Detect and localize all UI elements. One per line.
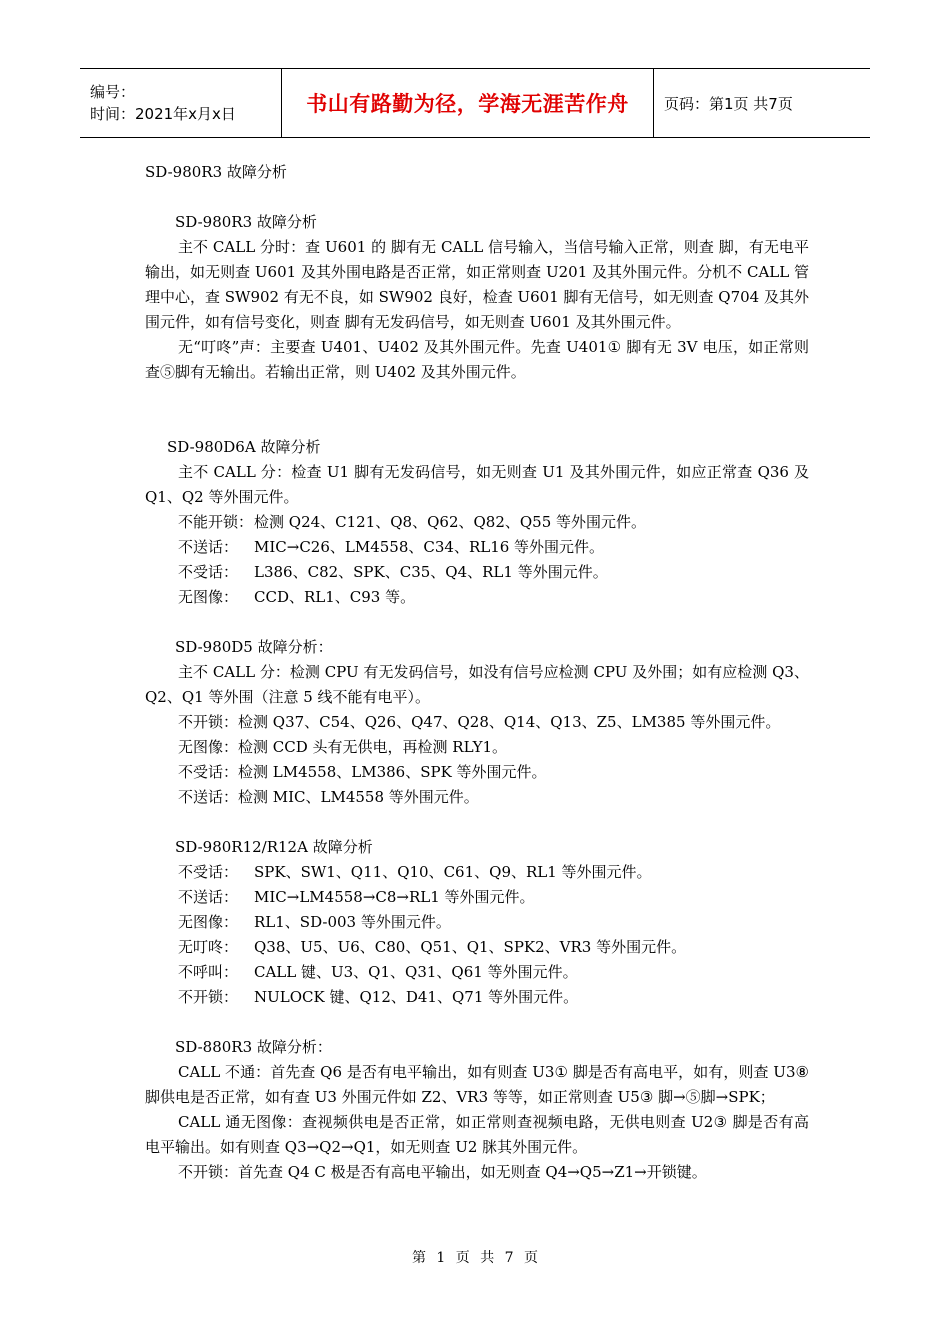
document-title: SD-980R3 故障分析 bbox=[145, 163, 287, 181]
list-item: 无图像：检测 CCD 头有无供电，再检测 RLY1。 bbox=[178, 738, 508, 756]
paragraph: 主不 CALL 分：检测 CPU 有无发码信号，如没有信号应检测 CPU 及外围；如有应检测 Q3、Q2、Q1 等外围（注意 5 线不能有电平）。 bbox=[145, 663, 809, 706]
paragraph: CALL 通无图像：查视频供电是否正常，如正常则查视频电路，无供电则查 U2③ 脚是否有高电平输出。如有则查 Q3→Q2→Q1，如无则查 U2 脒其外围元件。 bbox=[145, 1113, 809, 1156]
list-item bbox=[145, 885, 809, 910]
list-item bbox=[145, 510, 809, 535]
motto: 书山有路勤为径，学海无涯苦作舟 bbox=[306, 92, 629, 116]
section-title: SD-980D5 故障分析： bbox=[175, 638, 333, 656]
item-text: L386、C82、SPK、C35、Q4、RL1 等外围元件。 bbox=[254, 563, 608, 581]
item-label: 无叮咚： bbox=[178, 938, 239, 956]
section-sd980r12 bbox=[145, 835, 809, 1010]
list-item bbox=[145, 860, 809, 885]
item-text: MIC→LM4558→C8→RL1 等外围元件。 bbox=[254, 888, 535, 906]
list-item: 不受话：检测 LM4558、LM386、SPK 等外围元件。 bbox=[178, 763, 547, 781]
list-item bbox=[145, 935, 809, 960]
list-item bbox=[145, 985, 809, 1010]
item-label: 无图像： bbox=[178, 913, 239, 931]
paragraph: 主不 CALL 分时：查 U601 的 脚有无 CALL 信号输入，当信号输入正常，则查 脚，有无电平输出，如无则查 U601 及其外围电路是否正常，如正常则查 U201 及其外围元件。分机不 CALL 管理中心，查 SW902 有无不良，如 SW902 良好，检查 U601 脚有无信号，如无则查 Q704 及其外围元件，如有信号变化，则查 脚有无发码信号，如无则查 U601 及其外围元件。 bbox=[145, 238, 809, 331]
item-label: 不受话： bbox=[178, 563, 239, 581]
item-label: 无图像： bbox=[178, 588, 239, 606]
item-text: Q38、U5、U6、C80、Q51、Q1、SPK2、VR3 等外围元件。 bbox=[254, 938, 687, 956]
item-label: 不开锁： bbox=[178, 988, 239, 1006]
document-body bbox=[145, 160, 809, 1210]
section-title: SD-980R12/R12A 故障分析 bbox=[175, 838, 373, 856]
item-label: 不送话： bbox=[178, 538, 239, 556]
list-item: 不送话：检测 MIC、LM4558 等外围元件。 bbox=[178, 788, 479, 806]
time-label: 时间：2021年x月x日 bbox=[90, 105, 236, 123]
section-title: SD-880R3 故障分析： bbox=[175, 1038, 332, 1056]
item-text: CALL 键、U3、Q1、Q31、Q61 等外围元件。 bbox=[254, 963, 578, 981]
header-motto-cell bbox=[282, 69, 654, 137]
item-text: MIC→C26、LM4558、C34、RL16 等外围元件。 bbox=[254, 538, 605, 556]
page-info: 页码：第1页 共7页 bbox=[664, 94, 793, 113]
page-header bbox=[80, 68, 870, 138]
list-item: 不开锁：检测 Q37、C54、Q26、Q47、Q28、Q14、Q13、Z5、LM385 等外围元件。 bbox=[178, 713, 781, 731]
page-footer: 第 1 页 共 7 页 bbox=[411, 1250, 539, 1266]
list-item bbox=[145, 585, 809, 610]
paragraph: 主不 CALL 分：检查 U1 脚有无发码信号，如无则查 U1 及其外围元件，如应正常查 Q36 及 Q1、Q2 等外围元件。 bbox=[145, 463, 809, 506]
list-item bbox=[145, 960, 809, 985]
paragraph: 无“叮咚”声：主要查 U401、U402 及其外围元件。先查 U401① 脚有无 3V 电压，如正常则查⑤脚有无输出。若输出正常，则 U402 及其外围元件。 bbox=[145, 338, 809, 381]
list-item bbox=[145, 560, 809, 585]
item-text: 检测 Q24、C121、Q8、Q62、Q82、Q55 等外围元件。 bbox=[254, 513, 647, 531]
item-text: NULOCK 键、Q12、D41、Q71 等外围元件。 bbox=[254, 988, 579, 1006]
section-title: SD-980D6A 故障分析 bbox=[167, 438, 321, 456]
item-label: 不受话： bbox=[178, 863, 239, 881]
number-label: 编号： bbox=[90, 83, 136, 101]
item-label: 不送话： bbox=[178, 888, 239, 906]
list-item bbox=[145, 910, 809, 935]
item-label: 不呼叫： bbox=[178, 963, 239, 981]
section-title: SD-980R3 故障分析 bbox=[175, 213, 317, 231]
item-label: 不能开锁： bbox=[178, 513, 254, 531]
item-text: RL1、SD-003 等外围元件。 bbox=[254, 913, 451, 931]
section-sd980d5 bbox=[145, 635, 809, 810]
header-page-info bbox=[654, 69, 870, 137]
item-text: SPK、SW1、Q11、Q10、C61、Q9、RL1 等外围元件。 bbox=[254, 863, 652, 881]
item-text: CCD、RL1、C93 等。 bbox=[254, 588, 416, 606]
header-meta bbox=[80, 69, 282, 137]
paragraph: 不开锁：首先查 Q4 C 极是否有高电平输出，如无则查 Q4→Q5→Z1→开锁键。 bbox=[178, 1163, 707, 1181]
section-sd980d6a bbox=[145, 435, 809, 610]
paragraph: CALL 不通：首先查 Q6 是否有电平输出，如有则查 U3① 脚是否有高电平，如有，则查 U3⑧ 脚供电是否正常，如有查 U3 外围元件如 Z2、VR3 等等，如正常则查 U5③ 脚→⑤脚→SPK； bbox=[145, 1063, 809, 1106]
section-sd880r3 bbox=[145, 1035, 809, 1185]
section-sd980r3 bbox=[145, 210, 809, 385]
list-item bbox=[145, 535, 809, 560]
